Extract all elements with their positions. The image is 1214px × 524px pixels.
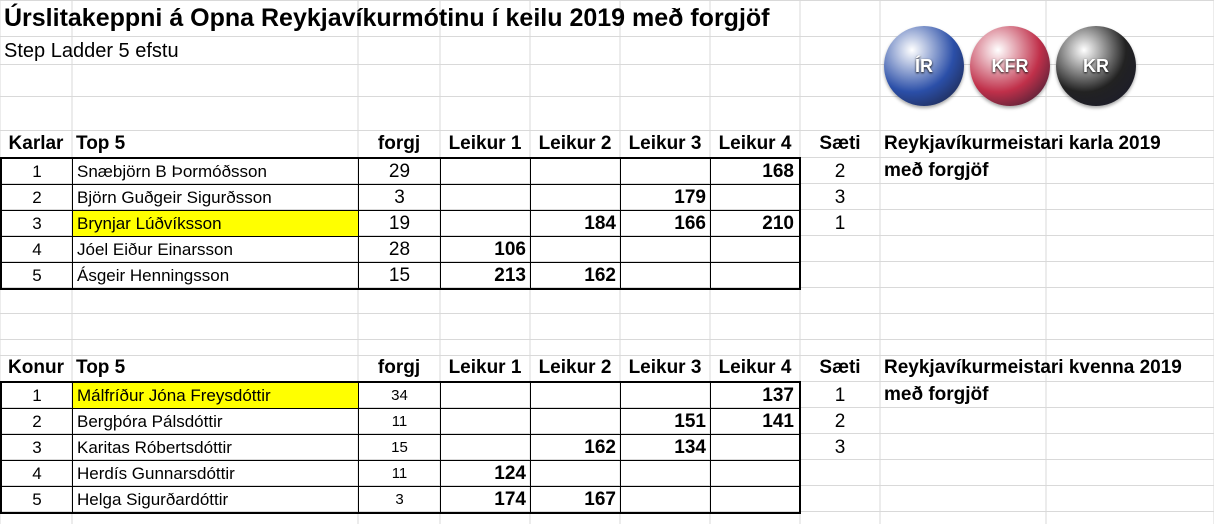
men-row-2-forgj: 3	[394, 187, 405, 208]
men-row-1-name: Snæbjörn B Þormóðsson	[77, 162, 267, 181]
men-row-2-l4	[711, 185, 798, 210]
women-row-5-l2: 167	[584, 489, 616, 510]
women-row-4-l3	[621, 461, 710, 486]
women-row-1-saeti: 1	[834, 385, 846, 406]
men-row-1-l4: 168	[762, 161, 794, 182]
men-header-2: forgj	[377, 133, 421, 154]
men-header-5: Leikur 3	[628, 133, 702, 154]
women-row-5-saeti	[800, 487, 880, 512]
men-row-4-forgj: 28	[388, 239, 411, 260]
women-row-2-l1	[441, 409, 530, 434]
men-row-5-l4	[711, 263, 798, 288]
men-row-2-rank: 2	[32, 188, 42, 207]
women-row-2-l2	[531, 409, 620, 434]
women-row-1-l2	[531, 383, 620, 408]
women-row-4-name: Herdís Gunnarsdóttir	[77, 464, 235, 483]
page-subtitle: Step Ladder 5 efstu	[4, 40, 179, 62]
page-title: Úrslitakeppni á Opna Reykjavíkurmótinu í keilu 2019 með forgjöf	[4, 4, 770, 32]
women-header-3: Leikur 1	[448, 357, 522, 378]
men-row-4-l3	[621, 237, 710, 262]
women-row-2-rank: 2	[32, 412, 42, 431]
men-row-5-name: Ásgeir Henningsson	[77, 266, 230, 285]
women-row-1-l4: 137	[762, 385, 794, 406]
women-row-4-l2	[531, 461, 620, 486]
kfr-logo-text: KFR	[991, 56, 1029, 76]
women-champion-subtitle: með forgjöf	[884, 384, 989, 405]
women-row-1-name: Málfríður Jóna Freysdóttir	[73, 383, 358, 408]
women-row-1-forgj: 34	[391, 387, 408, 404]
women-row-5-l1: 174	[494, 489, 526, 510]
men-row-4-rank: 4	[32, 240, 42, 259]
women-header-0: Konur	[8, 357, 64, 378]
men-champion-subtitle: með forgjöf	[884, 160, 989, 181]
men-row-2-saeti: 3	[834, 187, 846, 208]
women-row-3-forgj: 15	[391, 439, 408, 456]
women-row-5-forgj: 3	[395, 491, 404, 508]
women-row-3-l2: 162	[584, 437, 616, 458]
women-row-4-l4	[711, 461, 798, 486]
men-row-1-l1	[441, 159, 530, 184]
men-row-5-l1: 213	[494, 265, 526, 286]
women-row-3-l1	[441, 435, 530, 460]
women-header-2: forgj	[377, 357, 421, 378]
women-row-3-rank: 3	[32, 438, 42, 457]
men-row-4-saeti	[800, 237, 880, 262]
men-header-0: Karlar	[8, 133, 64, 154]
women-row-4-l1: 124	[494, 463, 526, 484]
men-row-5-saeti	[800, 263, 880, 288]
kfr-logo	[970, 26, 1050, 106]
kr-logo	[1056, 26, 1136, 106]
men-row-5-rank: 5	[32, 266, 42, 285]
women-header-7: Sæti	[819, 357, 861, 378]
women-row-3-l3: 134	[674, 437, 706, 458]
kr-logo-text: KR	[1083, 56, 1109, 76]
women-header-1: Top 5	[76, 357, 126, 378]
men-row-1-l3	[621, 159, 710, 184]
women-row-2-l3: 151	[674, 411, 706, 432]
ir-logo	[884, 26, 964, 106]
men-row-3-rank: 3	[32, 214, 42, 233]
women-row-2-forgj: 11	[391, 413, 408, 430]
men-row-3-l2: 184	[584, 213, 616, 234]
men-row-3-saeti: 1	[834, 213, 846, 234]
women-row-5-rank: 5	[32, 490, 42, 509]
women-row-5-l4	[711, 487, 798, 512]
women-row-3-l4	[711, 435, 798, 460]
women-header-6: Leikur 4	[718, 357, 792, 378]
women-row-1-l1	[441, 383, 530, 408]
men-row-2-l3: 179	[674, 187, 706, 208]
men-row-3-l1	[441, 211, 530, 236]
men-row-4-name: Jóel Eiður Einarsson	[77, 240, 233, 259]
women-row-2-saeti: 2	[834, 411, 846, 432]
men-row-5-l2: 162	[584, 265, 616, 286]
men-row-1-rank: 1	[32, 162, 42, 181]
men-header-4: Leikur 2	[538, 133, 612, 154]
men-row-2-l2	[531, 185, 620, 210]
men-header-7: Sæti	[819, 133, 861, 154]
men-row-5-forgj: 15	[388, 265, 411, 286]
men-row-4-l4	[711, 237, 798, 262]
women-champion-title: Reykjavíkurmeistari kvenna 2019	[884, 357, 1182, 378]
women-header-5: Leikur 3	[628, 357, 702, 378]
men-row-4-l1: 106	[494, 239, 526, 260]
men-row-1-saeti: 2	[834, 161, 846, 182]
women-row-3-saeti: 3	[834, 437, 846, 458]
women-row-2-l4: 141	[762, 411, 794, 432]
men-row-1-l2	[531, 159, 620, 184]
women-row-4-forgj: 11	[391, 465, 408, 482]
men-row-3-l4: 210	[762, 213, 794, 234]
women-row-5-name: Helga Sigurðardóttir	[77, 490, 229, 509]
men-row-1-forgj: 29	[388, 161, 411, 182]
men-row-3-l3: 166	[674, 213, 706, 234]
women-row-2-name: Bergþóra Pálsdóttir	[77, 412, 223, 431]
men-row-4-l2	[531, 237, 620, 262]
ir-logo-text: ÍR	[915, 56, 933, 76]
men-header-6: Leikur 4	[718, 133, 792, 154]
men-row-3-name: Brynjar Lúðvíksson	[73, 211, 358, 236]
men-header-1: Top 5	[76, 133, 126, 154]
women-row-5-l3	[621, 487, 710, 512]
men-champion-title: Reykjavíkurmeistari karla 2019	[884, 133, 1161, 154]
women-row-3-name: Karitas Róbertsdóttir	[77, 438, 232, 457]
men-row-2-l1	[441, 185, 530, 210]
women-row-1-rank: 1	[32, 386, 42, 405]
men-header-3: Leikur 1	[448, 133, 522, 154]
men-row-3-forgj: 19	[388, 213, 411, 234]
women-row-4-rank: 4	[32, 464, 42, 483]
men-row-5-l3	[621, 263, 710, 288]
men-row-2-name: Björn Guðgeir Sigurðsson	[77, 188, 272, 207]
women-row-4-saeti	[800, 461, 880, 486]
women-row-1-l3	[621, 383, 710, 408]
women-header-4: Leikur 2	[538, 357, 612, 378]
